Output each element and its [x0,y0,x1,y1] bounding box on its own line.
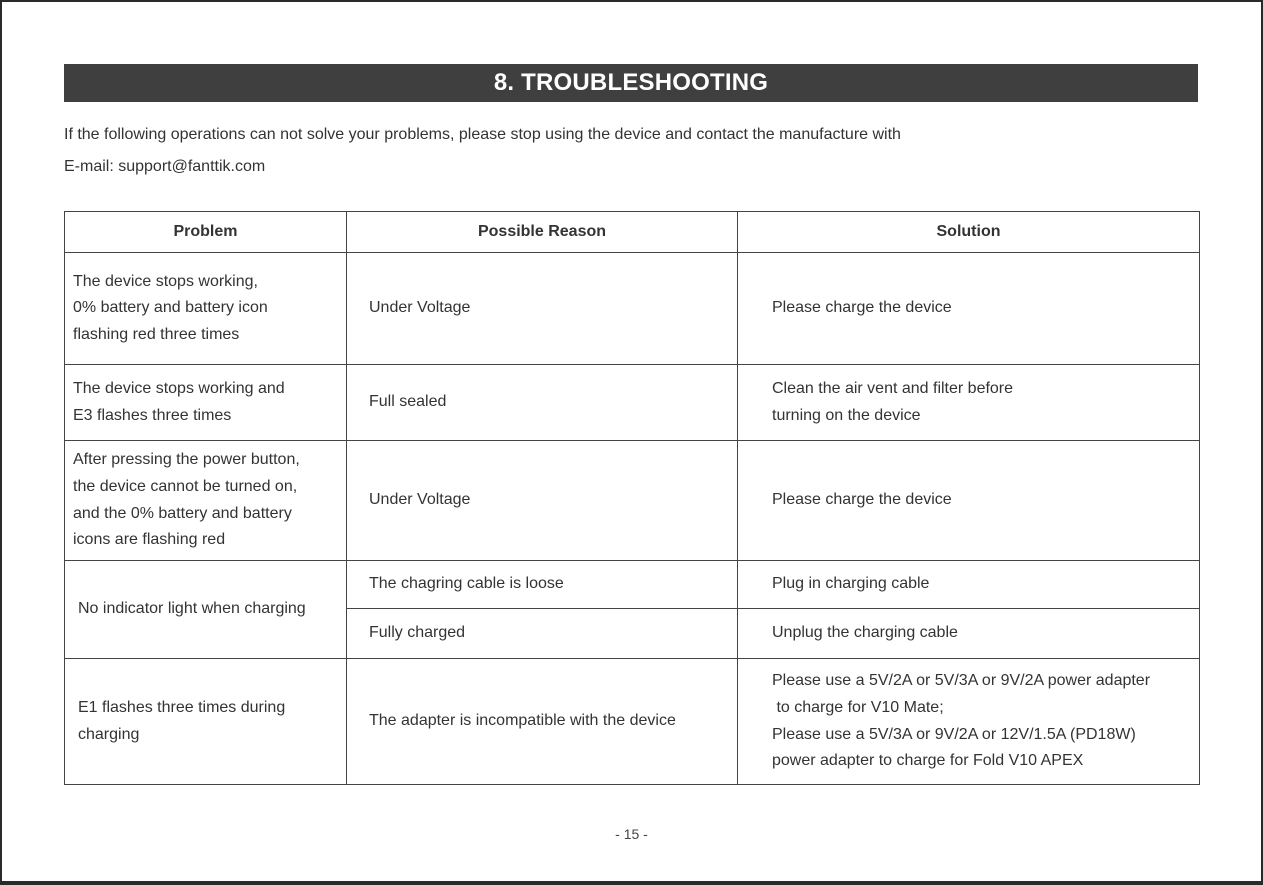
section-title: 8. TROUBLESHOOTING [64,64,1198,102]
solution-cell: Unplug the charging cable [738,609,1200,659]
table-row [65,365,1200,441]
header-possible-reason: Possible Reason [347,212,738,253]
solution-cell: Please charge the device [738,441,1200,561]
table-row [65,561,1200,609]
table-row [65,441,1200,561]
problem-cell: After pressing the power button, the device cannot be turned on, and the 0% battery and battery icons are flashing red [65,441,347,561]
page-number: - 15 - [615,826,648,842]
table-row [65,253,1200,365]
solution-cell: Please charge the device [738,253,1200,365]
table-row [65,659,1200,785]
reason-cell: The chagring cable is loose [347,561,738,609]
troubleshooting-table [64,211,1200,785]
reason-cell: Under Voltage [347,253,738,365]
header-problem: Problem [65,212,347,253]
solution-cell: Plug in charging cable [738,561,1200,609]
reason-cell: Fully charged [347,609,738,659]
problem-cell: The device stops working, 0% battery and battery icon flashing red three times [65,253,347,365]
reason-cell: Full sealed [347,365,738,441]
intro-text: If the following operations can not solve your problems, please stop using the device and contact the manufacture with [64,126,901,143]
table-header-row [65,212,1200,253]
contact-email: E-mail: support@fanttik.com [64,158,266,175]
reason-cell: The adapter is incompatible with the device [347,659,738,785]
problem-cell: E1 flashes three times during charging [65,659,347,785]
solution-cell: Clean the air vent and filter before turning on the device [738,365,1200,441]
solution-cell: Please use a 5V/2A or 5V/3A or 9V/2A power adapter to charge for V10 Mate; Please use a 5V/3A or 9V/2A or 12V/1.5A (PD18W) power adapter to charge for Fold V10 APEX [738,659,1200,785]
reason-cell: Under Voltage [347,441,738,561]
problem-cell: No indicator light when charging [65,561,347,659]
header-solution: Solution [738,212,1200,253]
problem-cell: The device stops working and E3 flashes three times [65,365,347,441]
